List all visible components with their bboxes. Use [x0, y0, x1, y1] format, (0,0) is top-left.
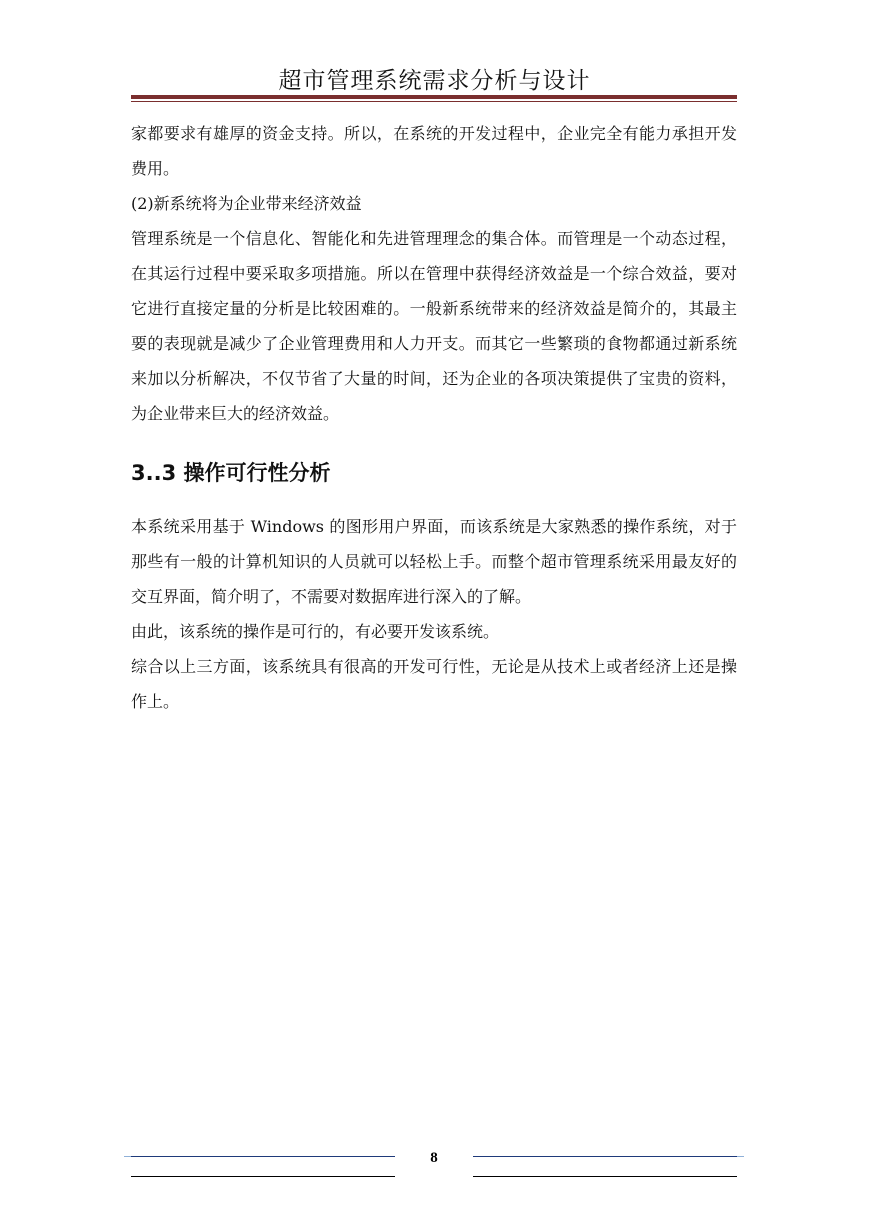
paragraph-summary: 综合以上三方面，该系统具有很高的开发可行性，无论是从技术上或者经济上还是操作上。	[131, 657, 737, 711]
paragraph-economic-benefit: 管理系统是一个信息化、智能化和先进管理理念的集合体。而管理是一个动态过程，在其运行过程中要采取多项措施。所以在管理中获得经济效益是一个综合效益，要对它进行直接定量的分析是比较困难的。一般新系统带来的经济效益是简介的，其最主要的表现就是减少了企业管理费用和人力开支。而其它一些繁琐的食物都通过新系统来加以分析解决，不仅节省了大量的时间，还为企业的各项决策提供了宝贵的资料，为企业带来巨大的经济效益。	[131, 229, 737, 423]
paragraph-operation: 本系统采用基于 Windows 的图形用户界面，而该系统是大家熟悉的操作系统，对于那些有一般的计算机知识的人员就可以轻松上手。而整个超市管理系统采用最友好的交互界面，简介明了，不需要对数据库进行深入的了解。	[131, 517, 737, 606]
footer-line-extension-left	[124, 1156, 131, 1157]
header-rule-thin	[131, 101, 737, 102]
page-footer	[0, 1150, 869, 1190]
header-rule-thick	[131, 95, 737, 99]
page-number: 8	[430, 1150, 438, 1166]
paragraph-conclusion-operation: 由此，该系统的操作是可行的，有必要开发该系统。	[131, 622, 500, 641]
footer-line-extension-right	[737, 1156, 744, 1157]
running-header-title: 超市管理系统需求分析与设计	[278, 68, 591, 94]
paragraph-continued: 家都要求有雄厚的资金支持。所以，在系统的开发过程中，企业完全有能力承担开发费用。	[131, 124, 737, 178]
footer-line-right-bottom	[473, 1176, 737, 1177]
page-body	[131, 116, 737, 719]
paragraph-subheading: (2)新系统将为企业带来经济效益	[131, 194, 362, 213]
footer-line-left-bottom	[131, 1176, 395, 1177]
footer-line-right-top	[473, 1156, 737, 1157]
section-heading: 3..3 操作可行性分析	[131, 461, 331, 485]
footer-line-left-top	[131, 1156, 395, 1157]
